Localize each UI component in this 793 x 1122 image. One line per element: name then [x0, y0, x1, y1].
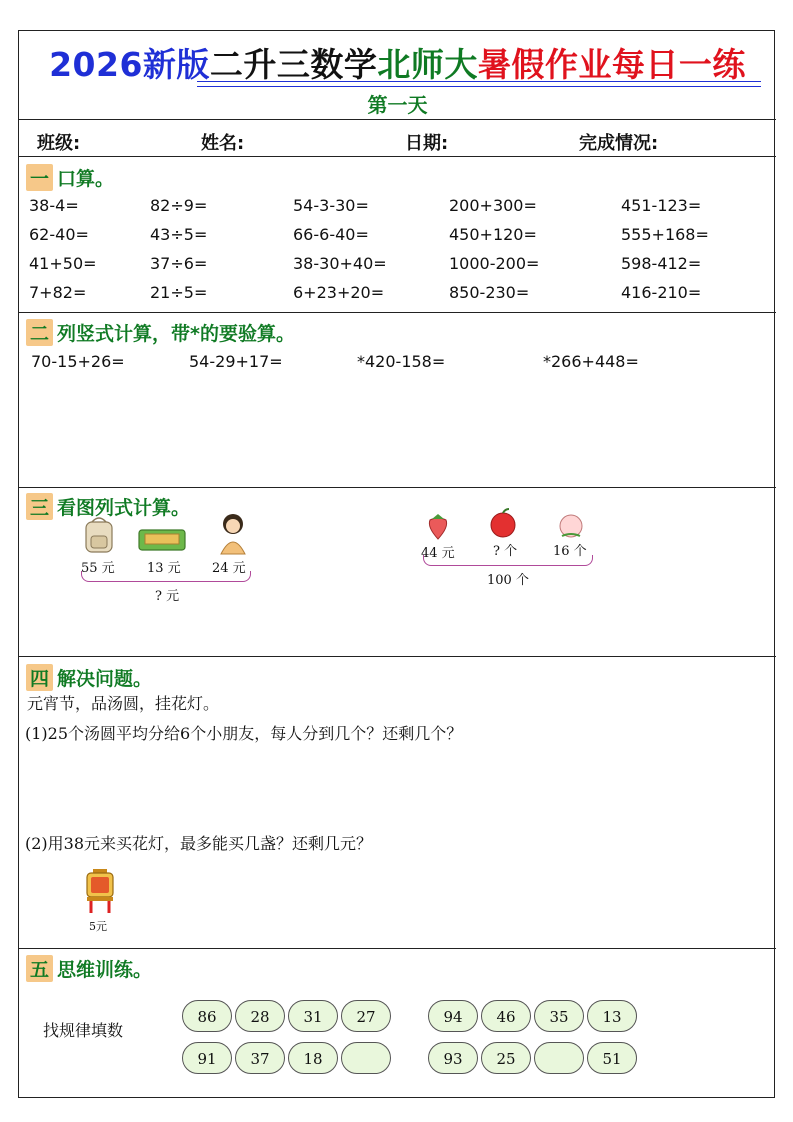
vertical-calc-problem: 54-29+17= [189, 352, 283, 371]
section-label: 解决问题。 [57, 668, 153, 690]
math-problem: 66-6-40= [293, 225, 369, 244]
vertical-calc-problem: *266+448= [543, 352, 639, 371]
total-label: 100 个 [487, 573, 529, 588]
doll-icon [215, 512, 251, 556]
section-label: 口算。 [57, 168, 115, 190]
strawberry-icon [425, 511, 451, 541]
number-cloud: 94 [428, 1000, 478, 1032]
number-cloud: 91 [182, 1042, 232, 1074]
math-problem: 850-230= [449, 283, 530, 302]
price-label: 24 元 [212, 561, 246, 576]
pencil-case-icon [137, 524, 187, 554]
math-problem: 41+50= [29, 254, 97, 273]
day-label: 第一天 [367, 93, 428, 117]
problem-intro: 元宵节，品汤圆，挂花灯。 [27, 694, 220, 713]
divider [19, 312, 776, 313]
math-problem: 1000-200= [449, 254, 540, 273]
pattern-instruction: 找规律填数 [43, 1021, 124, 1040]
divider [19, 948, 776, 949]
date-field: 日期: [405, 133, 449, 154]
section-label: 思维训练。 [57, 959, 153, 981]
divider [19, 656, 776, 657]
section-1-title [26, 164, 114, 191]
class-field: 班级: [37, 133, 81, 154]
word-problem-1: (1)25个汤圆平均分给6个小朋友，每人分到几个？还剩几个？ [25, 724, 463, 743]
section-number: 一 [26, 164, 53, 191]
number-cloud: 28 [235, 1000, 285, 1032]
price-label: 55 元 [81, 561, 115, 576]
peach-icon [556, 510, 586, 540]
number-cloud: 51 [587, 1042, 637, 1074]
title-part-edition: 北师大 [377, 45, 478, 84]
math-problem: 200+300= [449, 196, 537, 215]
math-problem: 598-412= [621, 254, 702, 273]
number-cloud: 18 [288, 1042, 338, 1074]
math-problem: 82÷9= [150, 196, 208, 215]
math-problem: 7+82= [29, 283, 87, 302]
divider [19, 487, 776, 488]
count-label: 16 个 [553, 544, 587, 559]
section-label: 列竖式计算，带*的要验算。 [57, 323, 295, 345]
apple-icon [488, 507, 518, 539]
math-problem: 450+120= [449, 225, 537, 244]
section-number: 四 [26, 664, 53, 691]
page-title [19, 39, 776, 86]
section-5-title [26, 955, 152, 982]
math-problem: 451-123= [621, 196, 702, 215]
price-label: 44 元 [421, 546, 455, 561]
number-cloud: 27 [341, 1000, 391, 1032]
blank-number-cloud[interactable] [341, 1042, 391, 1074]
divider [19, 119, 776, 120]
section-number: 五 [26, 955, 53, 982]
backpack-icon [81, 514, 117, 554]
number-cloud: 93 [428, 1042, 478, 1074]
count-label: ? 个 [493, 544, 518, 559]
math-problem: 43÷5= [150, 225, 208, 244]
math-problem: 54-3-30= [293, 196, 369, 215]
lantern-price-label: 5元 [89, 920, 107, 933]
brace [423, 555, 593, 566]
total-label: ? 元 [155, 589, 180, 604]
word-problem-2: (2)用38元来买花灯，最多能买几盏？还剩几元？ [25, 834, 373, 853]
title-part-homework: 暑假作业每日一练 [477, 45, 746, 84]
name-field: 姓名: [201, 133, 245, 154]
math-problem: 21÷5= [150, 283, 208, 302]
section-number: 二 [26, 319, 53, 346]
blank-number-cloud[interactable] [534, 1042, 584, 1074]
divider [19, 156, 776, 157]
math-problem: 38-30+40= [293, 254, 387, 273]
math-problem: 416-210= [621, 283, 702, 302]
number-cloud: 86 [182, 1000, 232, 1032]
number-cloud: 37 [235, 1042, 285, 1074]
number-cloud: 13 [587, 1000, 637, 1032]
math-problem: 37÷6= [150, 254, 208, 273]
number-cloud: 46 [481, 1000, 531, 1032]
math-problem: 38-4= [29, 196, 79, 215]
math-problem: 6+23+20= [293, 283, 385, 302]
vertical-calc-problem: *420-158= [357, 352, 446, 371]
brace [81, 571, 251, 582]
math-problem: 555+168= [621, 225, 709, 244]
title-part-grade: 二升三数学 [209, 45, 378, 84]
number-cloud: 25 [481, 1042, 531, 1074]
section-label: 看图列式计算。 [57, 497, 191, 519]
section-2-title [26, 319, 295, 346]
completion-field: 完成情况: [579, 133, 659, 154]
title-part-year: 2026新版 [49, 45, 210, 84]
lantern-icon [79, 867, 121, 915]
section-4-title [26, 664, 152, 691]
vertical-calc-problem: 70-15+26= [31, 352, 125, 371]
price-label: 13 元 [147, 561, 181, 576]
title-underline [197, 81, 761, 87]
number-cloud: 35 [534, 1000, 584, 1032]
section-number: 三 [26, 493, 53, 520]
math-problem: 62-40= [29, 225, 89, 244]
number-cloud: 31 [288, 1000, 338, 1032]
worksheet [18, 30, 775, 1098]
